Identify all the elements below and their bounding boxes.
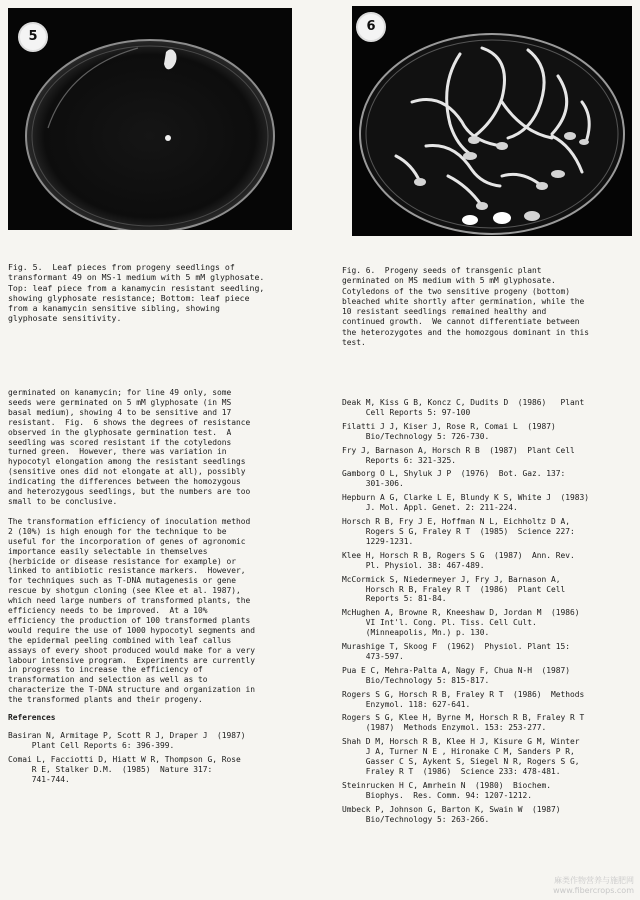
figure-6-number: 6 bbox=[356, 12, 386, 42]
reference-item: Fry J, Barnason A, Horsch R B (1987) Plant Cell Reports 6: 321-325. bbox=[342, 445, 575, 465]
reference-item: Comai L, Facciotti D, Hiatt W R, Thompson G, Rose R E, Stalker D.M. (1985) Nature 317: 741-744. bbox=[8, 754, 241, 784]
reference-item: Basiran N, Armitage P, Scott R J, Draper J (1987) Plant Cell Reports 6: 396-399. bbox=[8, 731, 246, 750]
right-column-references bbox=[342, 398, 638, 829]
reference-item: Umbeck P, Johnson G, Barton K, Swain W (1987) Bio/Technology 5: 263-266. bbox=[342, 804, 561, 824]
watermark-line-2: www.fibercrops.com bbox=[553, 886, 634, 895]
figure-6-caption: Fig. 6. Progeny seeds of transgenic plant germinated on MS medium with 5 mM glyphosate. Cotyledons of the two sensitive progeny (bottom) bleached white shortly after germination, while the 10 resistant seedlings remained healthy and continued growth. We cannot differentiate between the heterozygotes and the homozgous dominant in this test. bbox=[342, 266, 590, 348]
reference-item: Gamborg O L, Shyluk J P (1976) Bot. Gaz. 137: 301-306. bbox=[342, 469, 566, 489]
figure-5-caption: Fig. 5. Leaf pieces from progeny seedlings of transformant 49 on MS-1 medium with 5 mM glyphosate. Top: leaf piece from a kanamycin resistant seedling, showing glyphosate resistance; Bottom: leaf piece from a kanamycin sensitive sibling, showing glyphosate sensitivity. bbox=[8, 262, 265, 324]
left-column bbox=[8, 388, 308, 789]
figure-6-photo bbox=[352, 6, 632, 236]
reference-item: Pua E C, Mehra-Palta A, Nagy F, Chua N-H (1987) Bio/Technology 5: 815-817. bbox=[342, 665, 571, 685]
sensitive-leaf-piece bbox=[165, 135, 171, 141]
reference-item: Hepburn A G, Clarke L E, Blundy K S, White J (1983) J. Mol. Appl. Genet. 2: 211-224. bbox=[342, 493, 590, 513]
petri-dish-fig6 bbox=[352, 6, 632, 236]
reference-item: Steinrucken H C, Amrhein N (1980) Biochem. Biophys. Res. Comm. 94: 1207-1212. bbox=[342, 780, 552, 800]
reference-item: Deak M, Kiss G B, Koncz C, Dudits D (1986) Plant Cell Reports 5: 97-100 bbox=[342, 398, 585, 417]
references-heading: References bbox=[8, 713, 56, 723]
body-paragraph-1: germinated on kanamycin; for line 49 only, some seeds were germinated on 5 mM glyphosate (in MS basal medium), showing 4 to be sensitive and 17 resistant. Fig. 6 shows the degrees of resistance observed in the glyphosate germination test. A seedling was scored resistant if the cotyledons turned green. However, there was variation in hypocotyl elongation among the resistant seedlings (sensitive ones did not elongate at all), possibly indicating the differences between the homozygous and heterozygous seedlings, but the numbers are too small to be conclusive. bbox=[8, 388, 251, 506]
reference-item: McHughen A, Browne R, Kneeshaw D, Jordan M (1986) VI Int'l. Cong. Pl. Tiss. Cell Cult. (Minneapolis, Mn.) p. 130. bbox=[342, 608, 580, 638]
figure-5-photo bbox=[8, 8, 292, 230]
reference-item: Murashige T, Skoog F (1962) Physiol. Plant 15: 473-597. bbox=[342, 642, 571, 661]
reference-item: Rogers S G, Horsch R B, Fraley R T (1986) Methods Enzymol. 118: 627-641. bbox=[342, 689, 585, 709]
reference-item: Shah D M, Horsch R B, Klee H J, Kisure G M, Winter J A, Turner N E , Hironake C M, Sanders P R, Gasser C S, Aykent S, Siegel N R, Rogers S G, Fraley R T (1986) Science 233: 478-481. bbox=[342, 737, 580, 776]
reference-item: Klee H, Horsch R B, Rogers S G (1987) Ann. Rev. Pl. Physiol. 38: 467-489. bbox=[342, 550, 575, 570]
watermark bbox=[553, 876, 634, 896]
reference-item: Filatti J J, Kiser J, Rose R, Comai L (1987) Bio/Technology 5: 726-730. bbox=[342, 421, 556, 441]
body-paragraph-2: The transformation efficiency of inoculation method 2 (10%) is high enough for the technique to be useful for the incorporation of genes of agronomic importance easily selectable in themselves (herbicide or disease resistance for example) or linked to antibiotic resistance markers. However, for techniques such as T-DNA mutagenesis or gene rescue by shotgun cloning (see Klee et al. 1987), which need large numbers of transformed plants, the efficiency needs to be improved. At a 10% efficiency the production of 100 transformed plants would require the use of 1000 hypocotyl segments and the epidermal peeling combined with leaf callus assays of every shoot produced would make for a very labour intensive program. Experiments are currently in progress to increase the efficiency of transformation and selection as well as to characterize the T-DNA structure and organization in the transformed plants and their progeny. bbox=[8, 516, 256, 705]
watermark-line-1: 麻类作物营养与施肥网 bbox=[554, 876, 634, 885]
reference-item: Rogers S G, Klee H, Byrne M, Horsch R B, Fraley R T (1987) Methods Enzymol. 153: 253-277. bbox=[342, 713, 585, 733]
reference-item: Horsch R B, Fry J E, Hoffman N L, Eichholtz D A, Rogers S G, Fraley R T (1985) Science 227: 1229-1231. bbox=[342, 517, 575, 546]
reference-item: McCormick S, Niedermeyer J, Fry J, Barnason A, Horsch R B, Fraley R T (1986) Plant Cell Reports 5: 81-84. bbox=[342, 574, 566, 604]
figure-5-number: 5 bbox=[18, 22, 48, 52]
petri-dish-fig5 bbox=[8, 8, 292, 230]
